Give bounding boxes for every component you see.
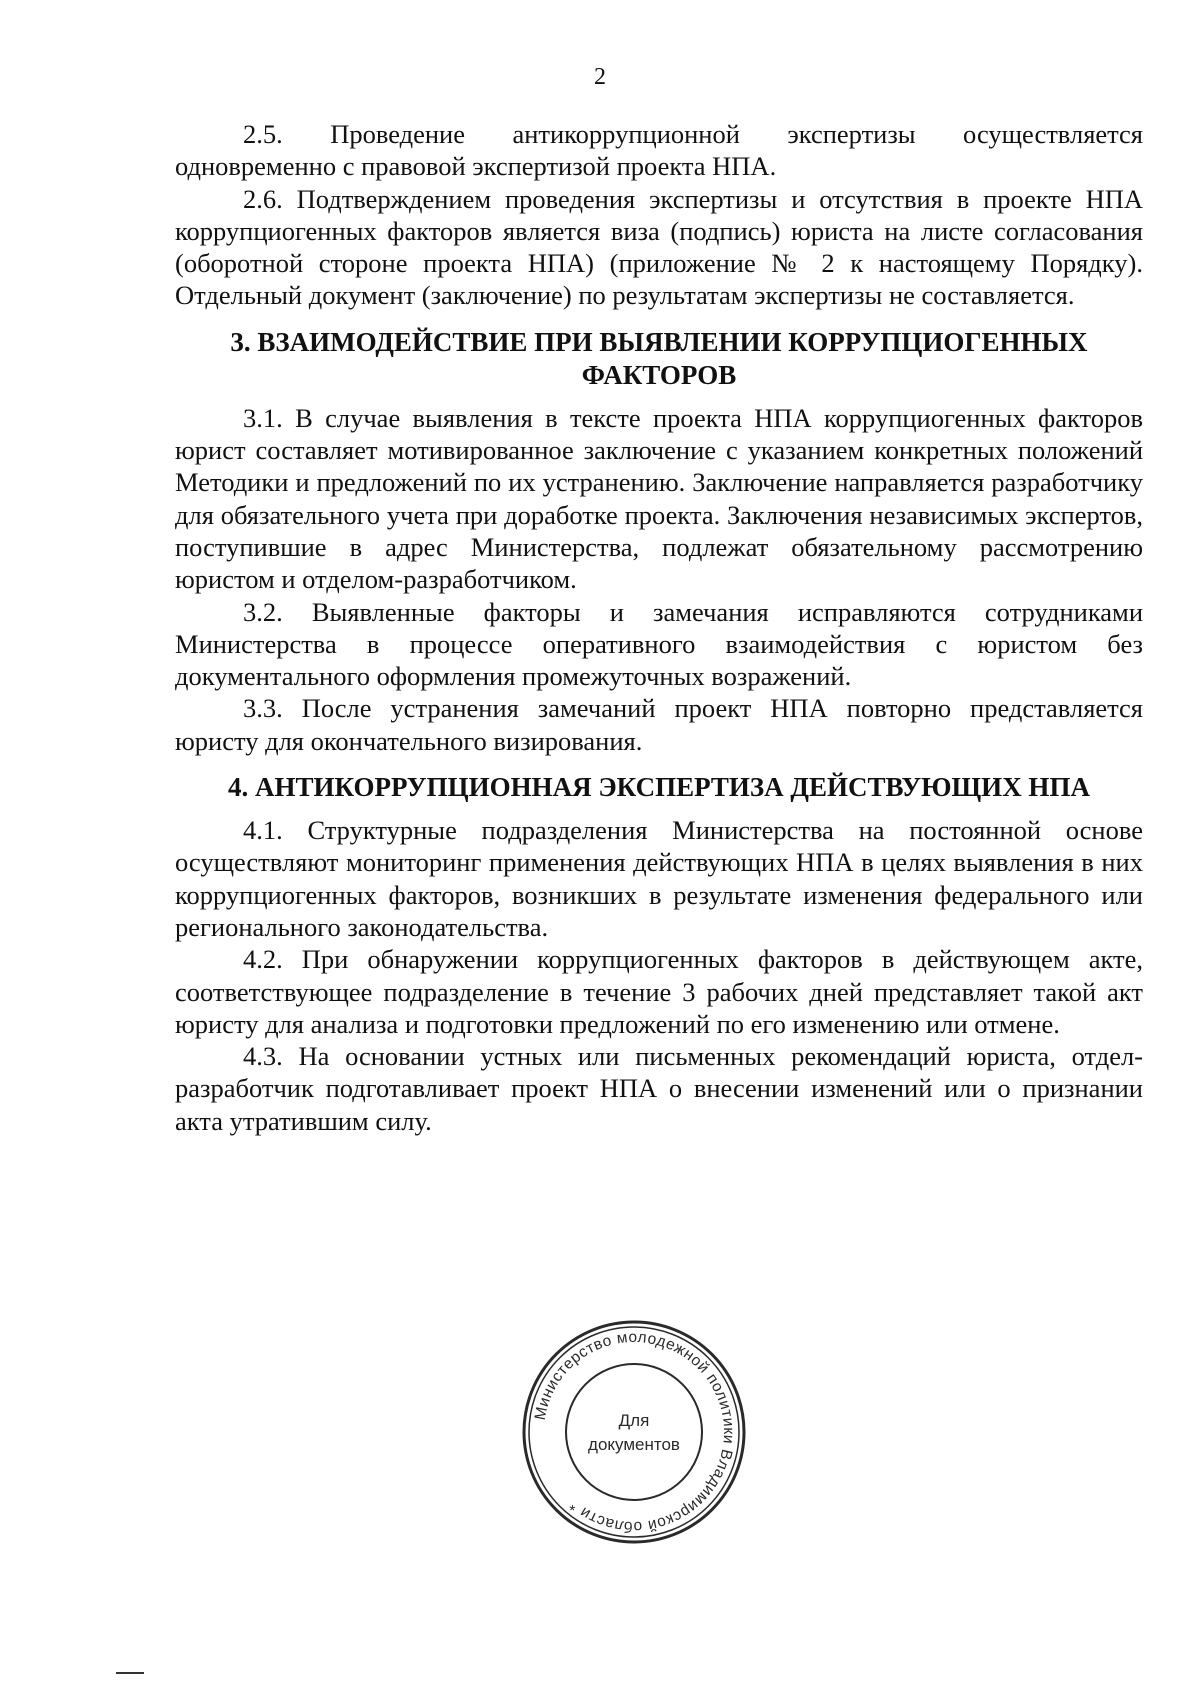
stamp-outer-inner-ring — [529, 1327, 739, 1537]
page-number: 2 — [594, 64, 606, 90]
paragraph-2-6: 2.6. Подтверждением проведения экспертизы и отсутствия в проекте НПА коррупциогенных факторов является виза (подпись) юриста на листе согласования (оборотной стороне проекта НПА) (приложение № 2 к настоящему Порядку). Отдельный документ (заключение) по результатам экспертизы не составляется. — [175, 183, 1143, 311]
corner-mark — [116, 1672, 144, 1674]
paragraph-4-2: 4.2. При обнаружении коррупциогенных факторов в действующем акте, соответствующее подразделение в течение 3 рабочих дней представляет такой акт юристу для анализа и подготовки предложений по его изменению или отмене. — [175, 944, 1143, 1039]
paragraph-3-2: 3.2. Выявленные факторы и замечания исправляются сотрудниками Министерства в процессе оперативного взаимодействия с юристом без документального оформления промежуточных возражений. — [175, 596, 1143, 692]
stamp-outer-ring — [524, 1322, 744, 1542]
document-body — [175, 118, 1143, 1137]
stamp-graphic — [518, 1316, 750, 1548]
stamp-inner-ring — [566, 1364, 702, 1500]
stamp-ring-text: Министерство молодежной политики Владимирской области * — [531, 1328, 738, 1536]
section-3-heading: 3. ВЗАИМОДЕЙСТВИЕ ПРИ ВЫЯВЛЕНИИ КОРРУПЦИОГЕННЫХ ФАКТОРОВ — [230, 326, 1088, 390]
official-stamp — [518, 1316, 750, 1548]
stamp-center-line-1: Для — [618, 1411, 650, 1430]
paragraph-4-3: 4.3. На основании устных или письменных рекомендаций юриста, отдел-разработчик подготавливает проект НПА о внесении изменений или о признании акта утратившим силу. — [175, 1041, 1143, 1136]
paragraph-3-1: 3.1. В случае выявления в тексте проекта НПА коррупциогенных факторов юрист составляет мотивированное заключение с указанием конкретных положений Методики и предложений по их устранению. Заключение направляется разработчику для обязательного учета при доработке проекта. Заключения независимых экспертов, поступившие в адрес Министерства, подлежат обязательному рассмотрению юристом и отделом-разработчиком. — [175, 402, 1143, 595]
section-4-heading: 4. АНТИКОРРУПЦИОННАЯ ЭКСПЕРТИЗА ДЕЙСТВУЮЩИХ НПА — [228, 772, 1090, 803]
stamp-center-line-2: документов — [588, 1435, 680, 1454]
paragraph-3-3: 3.3. После устранения замечаний проект НПА повторно представляется юристу для окончательного визирования. — [175, 693, 1143, 756]
paragraph-4-1: 4.1. Структурные подразделения Министерства на постоянной основе осуществляют мониторинг применения действующих НПА в целях выявления в них коррупциогенных факторов, возникших в результате изменения федерального или регионального законодательства. — [175, 815, 1143, 942]
paragraph-2-5: 2.5. Проведение антикоррупционной экспертизы осуществляется одновременно с правовой экспертизой проекта НПА. — [175, 119, 1143, 182]
